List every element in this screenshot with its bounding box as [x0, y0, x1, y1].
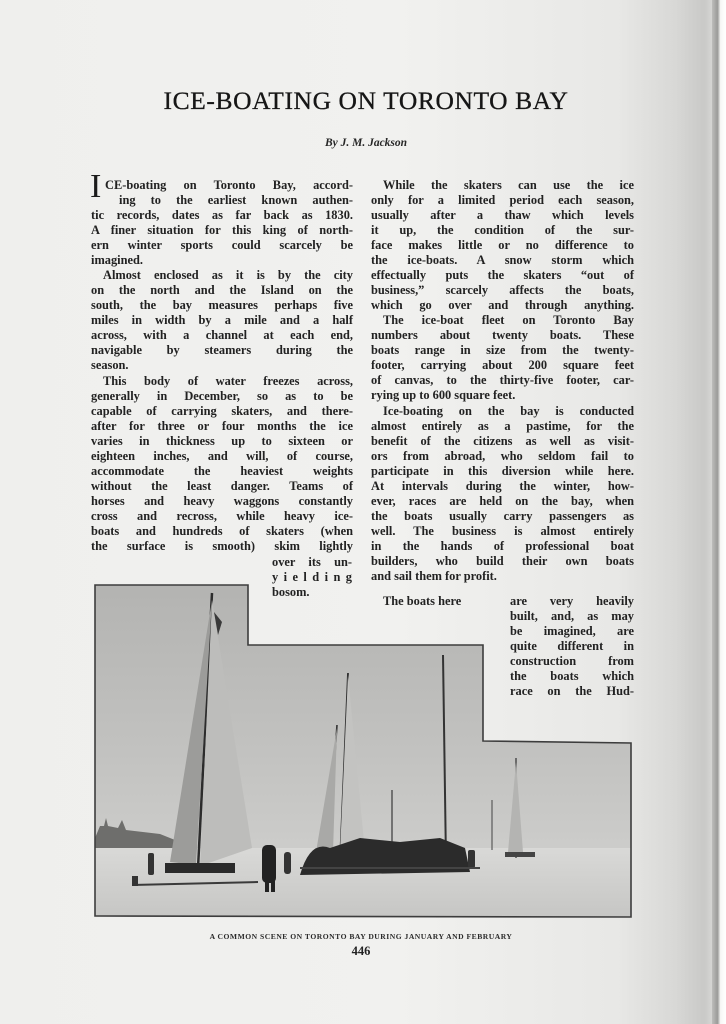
text-line: y i e l d i n g — [272, 570, 352, 584]
figure-caption: A COMMON SCENE ON TORONTO BAY DURING JANUARY AND FEBRUARY — [209, 932, 513, 941]
text-line: imagined. — [91, 253, 143, 267]
text-line: This body of water freezes across, — [103, 374, 353, 388]
drop-cap: I — [90, 168, 102, 205]
text-line: At intervals during the winter, how- — [371, 479, 634, 493]
text-line: and sail them for profit. — [371, 569, 497, 583]
article-byline: By J. M. Jackson — [324, 137, 408, 149]
text-line: it up, the condition of the sur- — [371, 223, 634, 237]
text-line: the surface is smooth) skim lightly — [91, 539, 353, 553]
text-line: benefit of the citizens as well as visit- — [371, 434, 634, 448]
text-line: ern winter sports could scarcely be — [91, 238, 353, 252]
text-line: A finer situation for this king of north- — [91, 223, 353, 237]
text-line: miles in width by a mile and a half — [91, 313, 353, 327]
text-line: boats range in size from the twenty- — [371, 343, 634, 357]
text-line: which go over and through anything. — [371, 298, 634, 312]
text-line: The boats here — [383, 594, 462, 608]
text-line: capable of carrying skaters, and there- — [91, 404, 353, 418]
text-line: footer, carrying about 200 square feet — [371, 358, 634, 372]
text-line: the ice-boats. A snow storm which — [371, 253, 634, 267]
text-line: accommodate the heaviest weights — [91, 464, 353, 478]
text-line: south, the bay measures perhaps five — [91, 298, 353, 312]
text-line: ors from abroad, who seldom fail to — [371, 449, 634, 463]
text-line: Almost enclosed as it is by the city — [103, 268, 353, 282]
text-line: almost entirely as a pastime, for the — [371, 419, 634, 433]
text-line: participate in this diversion while here. — [371, 464, 634, 478]
text-line: face makes little or no difference to — [371, 238, 634, 252]
text-line: are very heavily — [510, 594, 634, 608]
text-line: ever, races are held on the bay, when — [371, 494, 634, 508]
text-line: the boats usually carry passengers as — [371, 509, 634, 523]
text-line: bosom. — [272, 585, 310, 599]
text-line: boats and hundreds of skaters (when — [91, 524, 353, 538]
text-line: built, and, as may — [510, 609, 634, 623]
text-line: numbers about twenty boats. These — [371, 328, 634, 342]
text-line: in the hands of professional boat — [371, 539, 634, 553]
text-line: cross and recross, while heavy ice- — [91, 509, 353, 523]
text-line: horses and heavy waggons constantly — [91, 494, 353, 508]
text-line: business,” scarcely affects the boats, — [371, 283, 634, 297]
text-line: rying up to 600 square feet. — [371, 388, 516, 402]
text-line: eighteen inches, and will, of course, — [91, 449, 353, 463]
text-line: of canvas, to the thirty-five footer, car- — [371, 373, 634, 387]
text-line: over its un- — [272, 555, 352, 569]
text-line: the boats which — [510, 669, 634, 683]
text-line: builders, who build their own boats — [371, 554, 634, 568]
text-line: quite different in — [510, 639, 634, 653]
text-line: only for a limited period each season, — [371, 193, 634, 207]
text-line: race on the Hud- — [510, 684, 634, 698]
text-line: effectually puts the skaters “out of — [371, 268, 634, 282]
text-line: Ice-boating on the bay is conducted — [383, 404, 634, 418]
text-line: after for three or four months the ice — [91, 419, 353, 433]
text-line: construction from — [510, 654, 634, 668]
text-line: without the least danger. Teams of — [91, 479, 353, 493]
text-line: CE-boating on Toronto Bay, accord- — [105, 178, 353, 192]
article-title: ICE-BOATING ON TORONTO BAY — [163, 86, 569, 115]
page-number: 446 — [351, 944, 371, 958]
text-line: be imagined, are — [510, 624, 634, 638]
text-line: generally in December, so as to be — [91, 389, 353, 403]
text-line: navigable by steamers during the — [91, 343, 353, 357]
text-line: usually after a thaw which levels — [371, 208, 634, 222]
text-line: The ice-boat fleet on Toronto Bay — [383, 313, 634, 327]
text-line: season. — [91, 358, 129, 372]
text-line: tic records, dates as far back as 1830. — [91, 208, 353, 222]
text-line: varies in thickness up to sixteen or — [91, 434, 353, 448]
text-line: on the north and the Island on the — [91, 283, 353, 297]
text-line: While the skaters can use the ice — [383, 178, 634, 192]
text-line: well. The business is almost entirely — [371, 524, 634, 538]
text-line: across, with a channel at each end, — [91, 328, 353, 342]
text-line: ing to the earliest known authen- — [119, 193, 353, 207]
